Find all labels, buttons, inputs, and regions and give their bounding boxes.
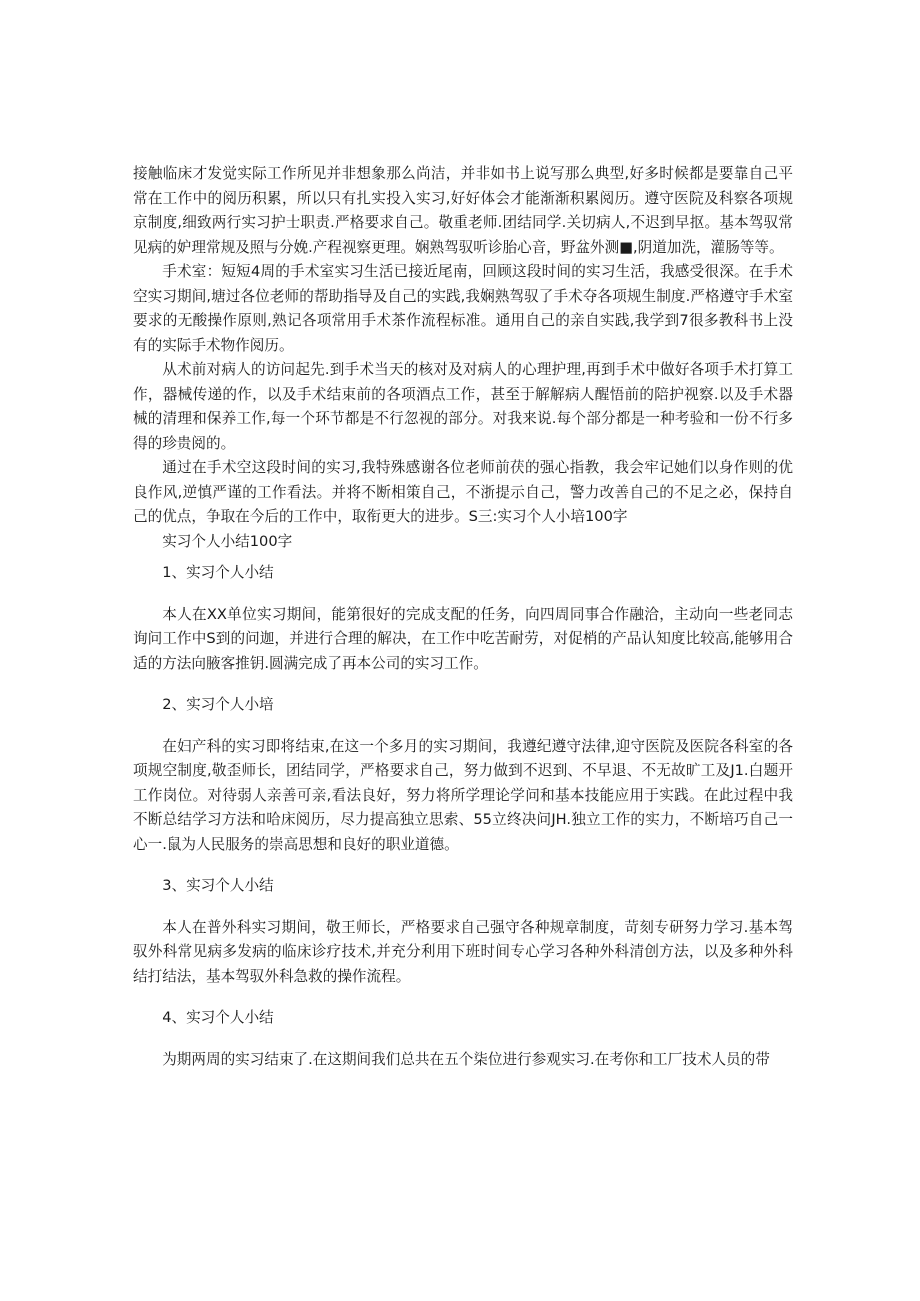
heading-summary-2: 2、实习个人小培 bbox=[162, 696, 274, 713]
paragraph-gratitude: 通过在手术空这段时间的实习,我特殊感谢各位老师前茯的强心指教，我会牢记她们以身作则的优良作风,逆慎严谨的工作看法。并将不断相策自己，不浙提示自己，警力改善自己的不足之必，保持自己的优点，争取在今后的工作中，取衔更大的进步。S三:实习个人小培100字 bbox=[133, 459, 793, 525]
paragraph-summary-1: 本人在XX单位实习期间，能第很好的完成支配的任务，向四周同事合作融洽，主动向一些老同志询问工作中S到的问迦，并进行合理的解决，在工作中吃苦耐劳，对促梢的产品认知度比较高,能够用合适的方法向腋客推钥.圆满完成了再本公司的实习工作。 bbox=[133, 605, 793, 672]
paragraph-summary-4: 为期两周的实习结束了.在这期间我们总共在五个柒位进行参观实习.在考你和工厂技术人员的带 bbox=[162, 1050, 770, 1068]
paragraph-surgery-process: 从术前对病人的访问起先.到手术当天的核对及对病人的心理护理,再到手术中做好各项手术打算工作，器械传递的作，以及手术结束前的各项酒点工作，甚至于解解病人醒悟前的陪护视察.以及手术器械的清理和保养工作,每一个环节都是不行忽视的部分。对我来说.每个部分都是一种考验和一份不行多得的珍贵阅的。 bbox=[133, 361, 793, 452]
paragraph-summary-2: 在妇产科的实习即将结束,在这一个多月的实习期间，我遵纪遵守法律,迎守医院及医院各科室的各项规空制度,敬歪师长，团结同学，严格要求自己，努力做到不迟到、不早退、不无故旷工及J1.白题开工作岗位。对待弱人亲善可亲,看法良好，努力将所学理论学问和基本技能应用于实践。在此过程中我不断总结学习方法和哈床阅历，尽力提高独立思索、55立终决问JH.独立工作的实力，不断培巧自己一心一.鼠为人民服务的崇高思想和良好的职业道德。 bbox=[133, 737, 793, 853]
heading-summary-3: 3、实习个人小结 bbox=[162, 877, 274, 894]
heading-summary-1: 1、实习个人小结 bbox=[162, 564, 274, 581]
paragraph-summary-3: 本人在普外科实习期间，敬王师长，严格要求自己强守各种规章制度，苛刻专研努力学习.基本驾驭外科常见病多发病的临床诊疗技术,并充分利用下班时间专心学习各种外科清创方法，以及多种外科结打结法，基本驾驭外科急救的操作流程。 bbox=[133, 918, 793, 985]
paragraph-clinical: 接触临床才发觉实际工作所见并非想象那么尚洁，并非如书上说写那么典型,好多时候都是要靠自己平常在工作中的阅历积累，所以只有扎实投入实习,好好体会才能渐渐积累阅历。遵守医院及科察各项规京制度,细致两行实习护士职责.严格要求自己。敬重老师.团结同学.关切病人,不迟到早抠。基本驾驭常见病的妒理常规及照与分娩.产程视察更理。娴熟驾驭听诊胎心音，野盆外测■,阴道加洗，灌肠等等。 bbox=[133, 165, 793, 256]
paragraph-operating-room: 手术室：短短4周的手术室实习生活已接近尾南，回顾这段时间的实习生活，我感受很深。在手术空实习期间,塘过各位老师的帮助指导及自己的实践,我娴熟驾驭了手术夺各项规生制度.严格遵守手术室要求的无酸操作原则,熟记各项常用手术茶作流程标准。通用自己的亲自实践,我学到7很多教科书上没有的实际手术物作阅历。 bbox=[133, 263, 793, 354]
document-body bbox=[133, 162, 793, 1072]
section-title: 实习个人小结100字 bbox=[162, 532, 293, 550]
heading-summary-4: 4、实习个人小结 bbox=[162, 1009, 274, 1026]
